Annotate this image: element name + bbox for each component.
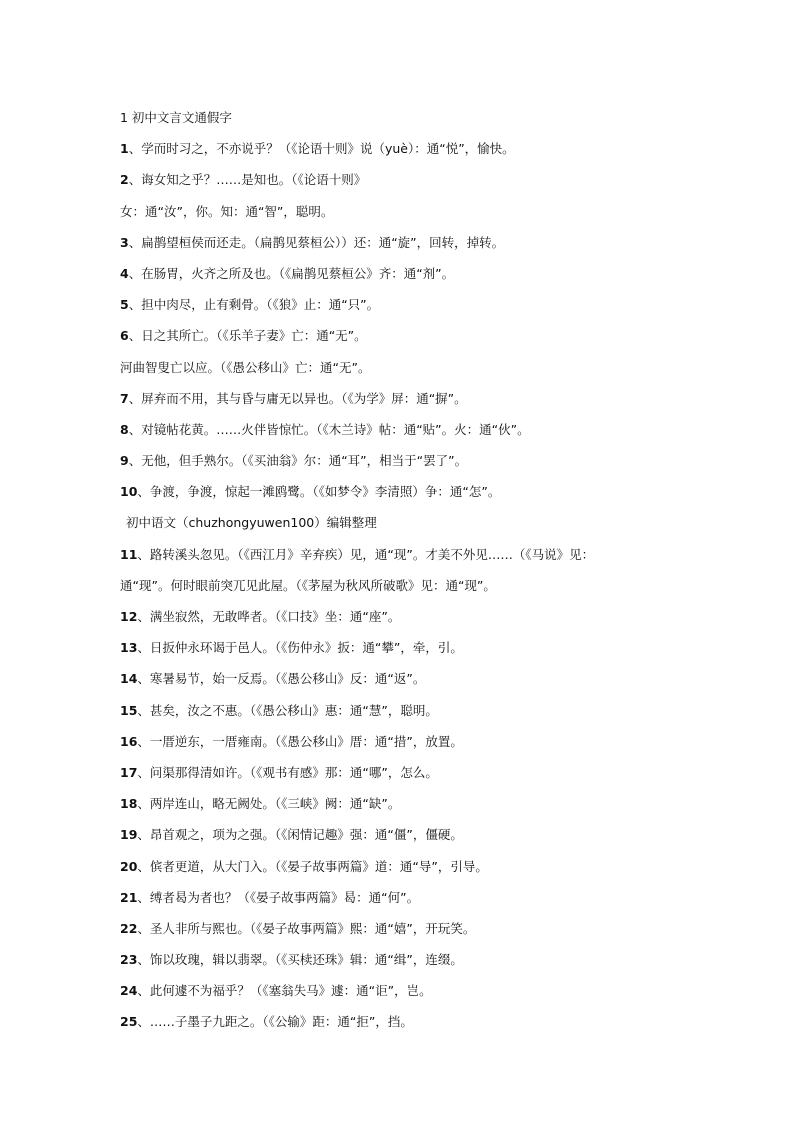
item-number: 17 [120, 764, 138, 780]
item-number: 4 [120, 265, 129, 281]
list-item-continuation [120, 570, 680, 601]
list-item [120, 695, 680, 726]
item-number: 18 [120, 796, 138, 812]
item-number: 13 [120, 640, 138, 656]
item-text: 、争渡，争渡，惊起一滩鸥鹭。（《如梦令》李清照）争：通“怎”。 [137, 484, 501, 500]
list-item-continuation [120, 352, 680, 383]
item-text: 、甚矣，汝之不惠。（《愚公移山》惠：通“慧”，聪明。 [137, 702, 438, 718]
list-item [120, 164, 680, 195]
list-item [120, 133, 680, 164]
item-text: 、对镜帖花黄。……火伴皆惊忙。（《木兰诗》帖：通“贴”。火：通“伙”。 [128, 421, 530, 437]
list-item [120, 445, 680, 476]
list-item [120, 1006, 680, 1037]
list-item [120, 414, 680, 445]
item-number: 12 [120, 609, 138, 624]
item-number: 22 [120, 920, 138, 936]
list-item [120, 258, 680, 289]
item-number: 23 [120, 952, 138, 968]
list-item [120, 632, 680, 663]
item-number: 9 [120, 453, 129, 469]
list-item [120, 320, 680, 351]
list-item-continuation [120, 196, 680, 227]
item-text: 、……子墨子九距之。（《公输》距：通“拒”，挡。 [137, 1014, 413, 1030]
list-item [120, 788, 680, 819]
item-number: 15 [120, 702, 138, 718]
item-number: 21 [120, 889, 138, 905]
list-item [120, 476, 680, 507]
item-number: 14 [120, 671, 138, 687]
item-number: 16 [120, 733, 138, 749]
item-text: 、饰以玫瑰，辑以翡翠。（《买椟还珠》辑：通“缉”，连缀。 [137, 952, 463, 968]
item-number: 6 [120, 328, 129, 344]
list-item [120, 975, 680, 1006]
list-item [120, 757, 680, 788]
item-number: 25 [120, 1014, 138, 1030]
item-text: 河曲智叟亡以应。（《愚公移山》亡：通“无”。 [120, 359, 371, 375]
item-text: 、一厝逆东，一厝雍南。（《愚公移山》厝：通“措”，放置。 [137, 733, 463, 749]
item-text: 女：通“汝”，你。知：通“智”，聪明。 [120, 203, 334, 219]
item-number: 7 [120, 390, 129, 406]
item-text: 、傧者更道，从大门入。（《晏子故事两篇》道：通“导”，引导。 [137, 858, 488, 874]
item-text: 、担中肉尽，止有剩骨。（《狼》止：通“只”。 [128, 297, 380, 313]
item-text: 、圣人非所与熙也。（《晏子故事两篇》熙：通“嬉”，开玩笑。 [137, 920, 476, 936]
item-text: 、此何遽不为福乎？（《塞翁失马》遽：通“讵”，岂。 [137, 983, 432, 999]
list-item [120, 227, 680, 258]
item-text: 、扁鹊望桓侯而还走。（扁鹊见蔡桓公））还：通“旋”，回转，掉转。 [128, 234, 505, 250]
item-text: 、路转溪头忽见。（《西江月》辛弃疾）见，通“现”。才美不外见……（《马说》见： [137, 546, 595, 562]
item-text: 、日扳仲永环谒于邑人。（《伤仲永》扳：通“攀”，牵，引。 [137, 640, 463, 656]
list-item [120, 944, 680, 975]
list-item [120, 913, 680, 944]
list-item [120, 851, 680, 882]
list-item [120, 726, 680, 757]
item-number: 10 [120, 484, 138, 500]
item-text: 、缚者曷为者也？（《晏子故事两篇》曷：通“何”。 [137, 889, 420, 905]
list-item [120, 383, 680, 414]
item-number: 1 [120, 141, 129, 157]
item-number: 8 [120, 421, 129, 437]
list-item [120, 882, 680, 913]
list-item [120, 663, 680, 694]
item-text: 、两岸连山，略无阙处。（《三峡》阙：通“缺”。 [137, 796, 401, 812]
item-number: 5 [120, 297, 129, 313]
item-number: 3 [120, 234, 129, 250]
list-item [120, 539, 680, 570]
item-number: 19 [120, 827, 138, 843]
note-text: 初中语文（chuzhongyuwen100）编辑整理 [126, 515, 377, 531]
item-number: 2 [120, 172, 129, 188]
item-text: 、日之其所亡。（《乐羊子妻》亡：通“无”。 [128, 328, 367, 344]
document-heading: 1 初中文言文通假字 [120, 110, 232, 125]
item-text: 、昂首观之，项为之强。（《闲情记趣》强：通“僵”，僵硬。 [137, 827, 463, 843]
list-item [120, 819, 680, 850]
item-text: 、在肠胃，火齐之所及也。（《扁鹊见蔡桓公》齐：通“剂”。 [128, 265, 455, 281]
item-text: 、学而时习之，不亦说乎？（《论语十则》说（yuè）：通“悦”，愉快。 [128, 141, 515, 157]
list-item [120, 289, 680, 320]
item-text: 、寒暑易节，始一反焉。（《愚公移山》反：通“返”。 [137, 671, 426, 687]
item-text: 、无他，但手熟尔。（《买油翁》尔：通“耳”，相当于“罢了”。 [128, 453, 468, 469]
item-text: 、问渠那得清如许。（《观书有感》那：通“哪”，怎么。 [137, 764, 438, 780]
item-text: 、诲女知之乎？……是知也。（《论语十则》 [128, 172, 367, 188]
item-text: 、屏弃而不用，其与昏与庸无以异也。（《为学》屏：通“摒”。 [128, 390, 467, 406]
item-number: 20 [120, 858, 138, 874]
list-item [120, 601, 680, 632]
document-content [120, 102, 680, 1038]
editor-note [126, 507, 680, 538]
item-number: 24 [120, 983, 138, 999]
item-text: 通“现”。何时眼前突兀见此屋。（《茅屋为秋风所破歌》见：通“现”。 [120, 577, 496, 593]
item-text: 、满坐寂然，无敢哗者。（《口技》坐：通“座”。 [137, 609, 401, 624]
item-number: 11 [120, 546, 138, 562]
